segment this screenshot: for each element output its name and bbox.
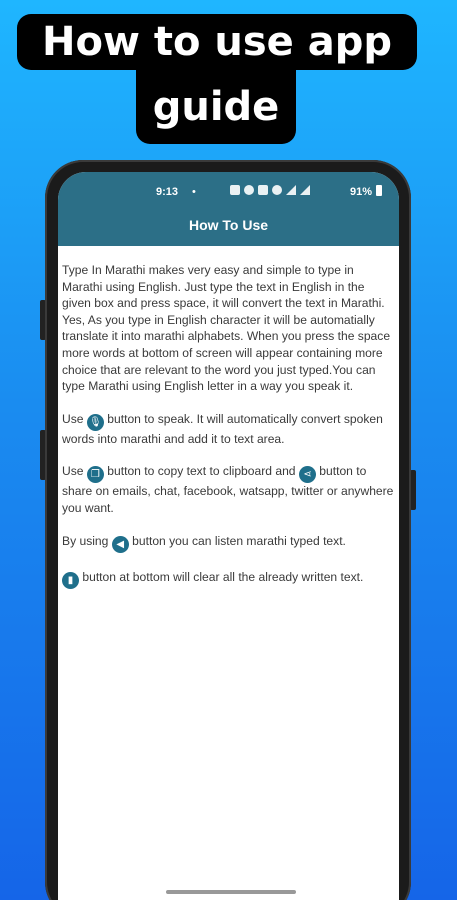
listen-paragraph [62,533,395,553]
app-bar-title: How To Use [188,217,269,233]
how-to-use-content [62,262,395,605]
banner-title-line-2: guide [136,70,296,144]
trash-icon: ▮ [62,572,79,589]
speak-text-before: Use [62,411,84,426]
copy-text-middle: button to copy text to clipboard and [107,464,296,479]
clear-paragraph [62,569,395,589]
share-icon: ⋖ [299,466,316,483]
share-text-after: button to share on emails, chat, facebook, watsapp, twitter or anywhere you want. [62,464,394,515]
speak-text-after: button to speak. It will automatically convert spoken words into marathi and add it to text area. [62,411,383,446]
wifi-icon [286,185,296,195]
clear-text-after: button at bottom will clear all the already written text. [82,569,364,584]
speaker-icon: ◀ [112,536,129,553]
data-saver-icon [272,185,282,195]
microphone-icon: 🎙 [87,414,104,431]
battery-percentage: 91% [350,186,373,198]
status-notification-dot: • [192,186,196,198]
copy-icon: ❐ [87,466,104,483]
copy-share-paragraph [62,463,395,516]
phone-screen [58,172,399,900]
listen-text-before: By using [62,533,109,548]
banner-title-line-1: How to use app [17,14,417,70]
vibrate-icon [230,185,240,195]
status-icons [230,185,310,195]
app-bar [58,212,399,246]
copy-text-before: Use [62,464,84,479]
intro-paragraph: Type In Marathi makes very easy and simple to type in Marathi using English. Just type the text in English in the given box and press space, it will convert the text in Marathi. Yes, As you type in English character it will be automatially translate it into marathi alphabets. When you press the space more words at bottom of screen will appear containing more choice that are relevant to the word you just typed.You can type Marathi using English letter in a way you speak it. [62,263,391,394]
home-indicator[interactable] [166,890,296,894]
listen-text-after: button you can listen marathi typed text. [132,533,346,548]
status-time: 9:13 [156,186,179,198]
status-bar [58,172,399,212]
speak-paragraph [62,411,395,448]
nfc-icon [258,185,268,195]
signal-icon [300,185,310,195]
battery-icon [376,185,382,196]
alarm-icon [244,185,254,195]
